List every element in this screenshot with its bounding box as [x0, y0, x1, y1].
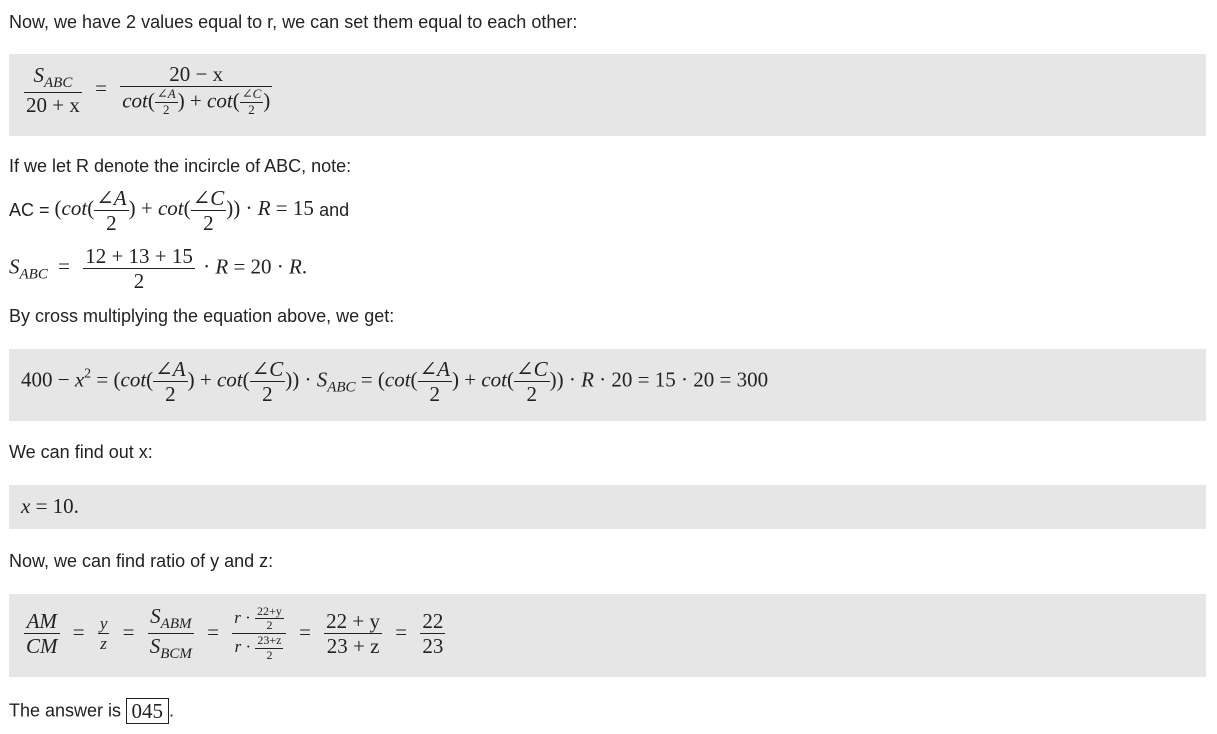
equation-block-cross — [9, 349, 1206, 421]
equation-block-x — [9, 485, 1206, 529]
intro-text: Now, we have 2 values equal to r, we can set them equal to each other: — [9, 12, 578, 32]
fraction-sabc-over-20px: $\frac{S_{ABC}}{20 + x}$ — [26, 62, 80, 118]
equation-x-value: x = 10. — [21, 494, 79, 518]
answer-suffix: . — [169, 700, 175, 721]
answer-line — [9, 698, 174, 724]
equation-cross: $400 - x^2 = (\cot$( $\frac{\angle A}{2}$ ) + cot( $\frac{\angle C}{2}$ )) · $S_{ABC} = (\cot$( $\frac{\angle A}{2}$ ) + cot( $\frac{\angle C}{2}$ )) · R · 20 = 15 · 20 = 300 — [21, 357, 769, 407]
sabc-equation-line: $S_{ABC}$ = $\frac{12 + 13 + 15}{2}$ · R = 20 · R. — [9, 244, 308, 294]
ratio-text: Now, we can find ratio of y and z: — [9, 551, 274, 571]
incircle-text: If we let R denote the incircle of ABC, note: — [9, 156, 352, 176]
find-x-text: We can find out x: — [9, 442, 153, 462]
equation-am-cm: $\frac{AM}{CM}$ = $\frac{y}{z}$ = $\frac{S_{ABM}}{S_{BCM}}$ = r · $\frac{22+y}{2}$ r · $\frac{23+z}{2}$ = $\frac{22 + y}{23 + z}$ = $\frac{22}{23}$ — [26, 603, 444, 663]
answer-prefix: The answer is — [9, 700, 122, 721]
equation-ratio: $\frac{S_{ABC}}{20 + x}$ = 20 − x cot( $\frac{\angle A}{2}$ ) + cot( $\frac{\angle C}{2}$ ) — [26, 62, 271, 118]
ac-equation-line: AC = (cot( $\frac{\angle A}{2}$ ) + cot( $\frac{\angle C}{2}$ )) · R = 15 and — [9, 186, 350, 236]
equation-block-ratio — [9, 54, 1206, 136]
fraction-20mx-over-cot-sum: 20 − x cot( $\frac{\angle A}{2}$ ) + cot( $\frac{\angle C}{2}$ ) — [122, 62, 271, 118]
equation-block-ratio-yz — [9, 594, 1206, 677]
cross-multiply-text: By cross multiplying the equation above, we get: — [9, 306, 395, 326]
answer-box: 045 — [126, 698, 170, 724]
